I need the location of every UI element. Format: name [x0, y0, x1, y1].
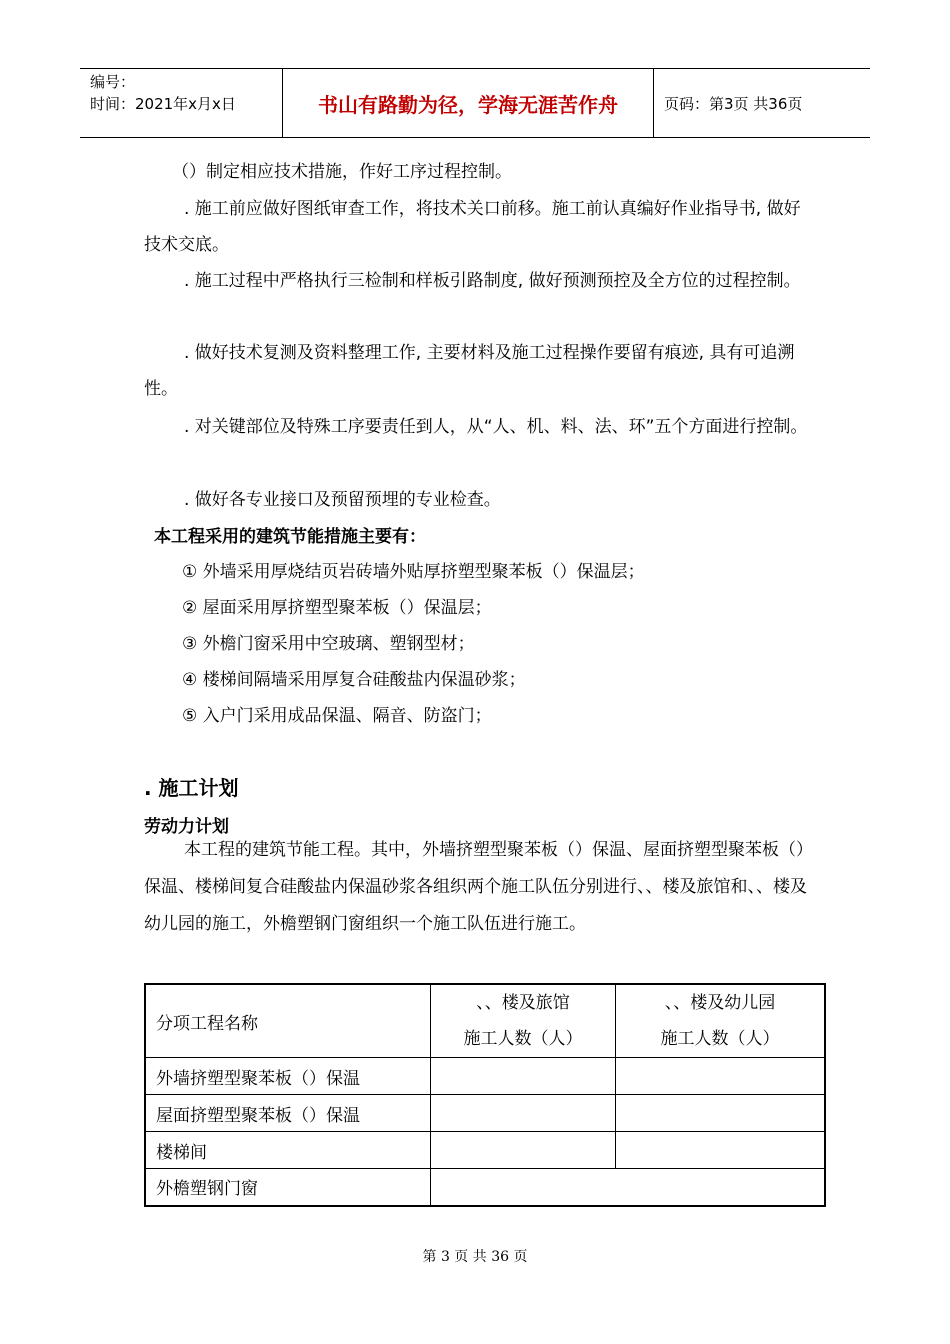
table-row [145, 1132, 825, 1169]
energy-item-4: ④ 楼梯间隔墙采用厚复合硅酸盐内保温砂浆； [182, 670, 526, 690]
paragraph-3 [144, 263, 810, 299]
section-body-text: 本工程的建筑节能工程。其中，外墙挤塑型聚苯板（）保温、屋面挤塑型聚苯板（）保温、楼梯间复合硅酸盐内保温砂浆各组织两个施工队伍分别进行、、楼及旅馆和、、楼及幼儿园的施工，外檐塑钢门窗组织一个施工队伍进行施工。 [144, 840, 807, 934]
section-body [144, 832, 810, 943]
page-header [80, 68, 870, 138]
table-row-name: 楼梯间 [145, 1132, 431, 1169]
time-label: 时间：2021年x月x日 [90, 95, 236, 113]
energy-heading: 本工程采用的建筑节能措施主要有： [154, 527, 426, 547]
table-header-kindergarten [616, 984, 826, 1058]
paragraph-5 [144, 409, 810, 445]
paragraph-3-text: . 施工过程中严格执行三检制和样板引路制度, 做好预测预控及全方位的过程控制。 [184, 271, 801, 291]
table-cell-empty [431, 1132, 616, 1169]
paragraph-4 [144, 335, 810, 407]
energy-item-1: ① 外墙采用厚烧结页岩砖墙外贴厚挤塑型聚苯板（）保温层； [182, 562, 645, 582]
paragraph-2 [144, 191, 810, 263]
paragraph-6 [144, 482, 810, 518]
energy-item-2: ② 屋面采用厚挤塑型聚苯板（）保温层； [182, 598, 492, 618]
page-footer: 第 3 页 共 36 页 [422, 1249, 528, 1265]
table-cell-empty [431, 1058, 616, 1095]
table-row [145, 1095, 825, 1132]
table-row-name: 外檐塑钢门窗 [145, 1169, 431, 1206]
energy-item-5: ⑤ 入户门采用成品保温、隔音、防盗门； [182, 706, 492, 726]
labor-table [144, 983, 826, 1207]
paragraph-2-text: . 施工前应做好图纸审查工作，将技术关口前移。施工前认真编好作业指导书, 做好技术交底。 [144, 199, 801, 255]
paragraph-1: （）制定相应技术措施，作好工序过程控制。 [172, 162, 512, 182]
table-header-hotel-line1: 、、楼及旅馆 [476, 993, 570, 1013]
table-header-hotel-line2: 施工人数（人） [463, 1029, 583, 1049]
table-row [145, 1058, 825, 1095]
table-cell-merged-empty [431, 1169, 826, 1206]
section-title: . 施工计划 [144, 776, 239, 800]
serial-label: 编号： [90, 73, 136, 91]
table-cell-empty [431, 1095, 616, 1132]
section-subtitle: 劳动力计划 [144, 817, 229, 837]
paragraph-6-text: . 做好各专业接口及预留预埋的专业检查。 [184, 490, 501, 510]
table-cell-empty [616, 1132, 826, 1169]
table-header-kindergarten-line2: 施工人数（人） [660, 1029, 780, 1049]
header-meta [80, 69, 282, 137]
energy-item-3: ③ 外檐门窗采用中空玻璃、塑钢型材； [182, 634, 475, 654]
table-header-hotel [431, 984, 616, 1058]
table-cell-empty [616, 1058, 826, 1095]
table-header-row [145, 984, 825, 1058]
header-motto: 书山有路勤为径，学海无涯苦作舟 [282, 69, 654, 137]
table-header-name: 分项工程名称 [145, 984, 431, 1058]
table-header-kindergarten-line1: 、、楼及幼儿园 [664, 993, 776, 1013]
paragraph-5-text: . 对关键部位及特殊工序要责任到人，从“人、机、料、法、环”五个方面进行控制。 [184, 417, 808, 437]
header-page-info: 页码：第3页 共36页 [664, 94, 803, 113]
table-row-name: 外墙挤塑型聚苯板（）保温 [145, 1058, 431, 1095]
table-row [145, 1169, 825, 1206]
table-row-name: 屋面挤塑型聚苯板（）保温 [145, 1095, 431, 1132]
table-cell-empty [616, 1095, 826, 1132]
paragraph-4-text: . 做好技术复测及资料整理工作, 主要材料及施工过程操作要留有痕迹, 具有可追溯性。 [144, 343, 795, 399]
